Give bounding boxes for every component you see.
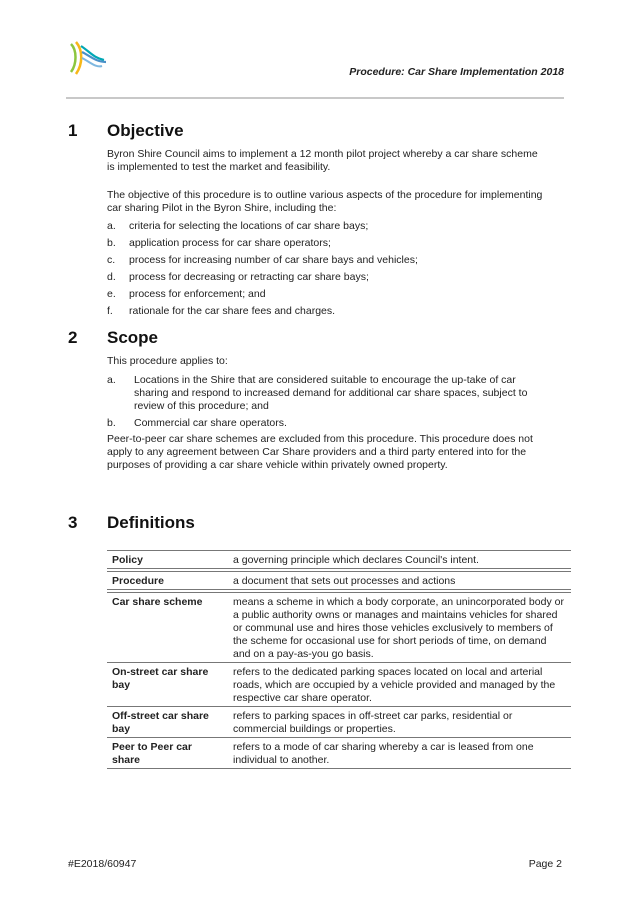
definition-term: Car share scheme [107, 593, 225, 663]
section-number: 1 [68, 121, 78, 140]
list-item-text: criteria for selecting the locations of car share bays; [129, 220, 369, 232]
page-number: Page 2 [528, 858, 562, 870]
definition-term: On-street car share bay [107, 663, 225, 707]
table-row [107, 738, 571, 769]
list-item-text: Commercial car share operators. [134, 417, 287, 429]
list-marker: e. [107, 288, 116, 300]
objective-paragraph-2: The objective of this procedure is to outline various aspects of the procedure for implementing car sharing Pilot in the Byron Shire, including the: [107, 189, 543, 214]
objective-paragraph-1: Byron Shire Council aims to implement a 12 month pilot project whereby a car share scheme is implemented to test the market and feasibility. [107, 148, 538, 173]
list-marker: a. [107, 374, 116, 386]
section-title: Definitions [107, 513, 195, 532]
definition-text: refers to the dedicated parking spaces located on local and arterial roads, which are occupied by a vehicle provided and managed by the respective car share operator. [225, 663, 571, 707]
list-marker: a. [107, 220, 116, 232]
table-row [107, 707, 571, 738]
list-item [107, 271, 552, 288]
list-item [107, 305, 552, 322]
list-item-text: rationale for the car share fees and charges. [129, 305, 336, 317]
list-item [107, 374, 552, 417]
list-marker: c. [107, 254, 116, 266]
table-row [107, 551, 571, 569]
section-number: 3 [68, 513, 78, 532]
list-item-text: Locations in the Shire that are considered suitable to encourage the up-take of car sharing and respond to increased demand for additional car share spaces, subject to review of this procedure; and [134, 374, 528, 412]
header-divider [66, 97, 564, 99]
logo-stripe-yellow [76, 42, 81, 74]
definition-text: a document that sets out processes and actions [225, 572, 571, 590]
scope-list [107, 374, 552, 432]
definition-text: means a scheme in which a body corporate, an unincorporated body or a public authority owns or manages and maintains vehicles for shared or communal use and hires those vehicles exclusively to members of the scheme for occasional use for short periods of time, on demand and on a pay-as-you go basis. [225, 593, 571, 663]
section-title: Objective [107, 121, 184, 140]
definition-term: Policy [107, 551, 225, 569]
definitions-table [107, 550, 571, 769]
list-marker: d. [107, 271, 116, 283]
table-row [107, 572, 571, 590]
document-reference: #E2018/60947 [68, 858, 137, 870]
definition-text: a governing principle which declares Council's intent. [225, 551, 571, 569]
list-item-text: process for enforcement; and [129, 288, 266, 300]
header-title: Procedure: Car Share Implementation 2018 [349, 66, 564, 78]
definition-text: refers to a mode of car sharing whereby a car is leased from one individual to another. [225, 738, 571, 769]
list-item [107, 417, 552, 432]
section-title: Scope [107, 328, 159, 347]
objective-list [107, 220, 552, 322]
scope-intro: This procedure applies to: [107, 355, 228, 367]
section-number: 2 [68, 328, 78, 347]
list-marker: b. [107, 237, 116, 249]
list-item [107, 288, 552, 305]
list-item-text: process for increasing number of car share bays and vehicles; [129, 254, 418, 266]
list-marker: f. [107, 305, 113, 317]
council-logo [68, 40, 110, 76]
definition-term: Off-street car share bay [107, 707, 225, 738]
definition-term: Procedure [107, 572, 225, 590]
list-item-text: process for decreasing or retracting car share bays; [129, 271, 369, 283]
list-item [107, 254, 552, 271]
list-marker: b. [107, 417, 116, 429]
list-item-text: application process for car share operators; [129, 237, 331, 249]
definition-text: refers to parking spaces in off-street car parks, residential or commercial buildings or properties. [225, 707, 571, 738]
table-row [107, 593, 571, 663]
table-row [107, 663, 571, 707]
list-item [107, 220, 552, 237]
definition-term: Peer to Peer car share [107, 738, 225, 769]
scope-closing-paragraph: Peer-to-peer car share schemes are excluded from this procedure. This procedure does not apply to any agreement between Car Share providers and a third party entered into for the purposes of providing a car share vehicle within privately owned property. [107, 433, 533, 471]
list-item [107, 237, 552, 254]
logo-stripe-green [71, 44, 76, 72]
